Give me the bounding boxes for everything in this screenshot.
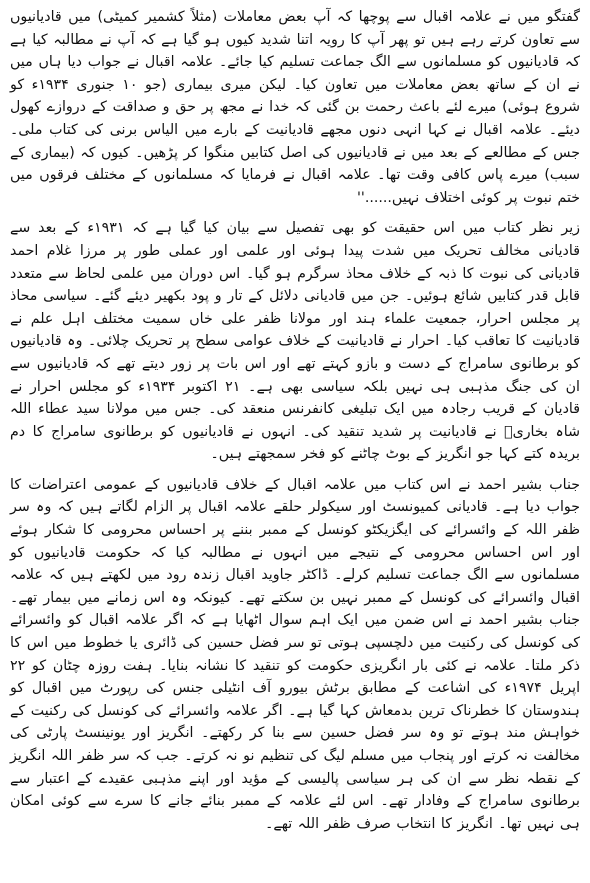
paragraph-anti-qadiani-movement: زیر نظر کتاب میں اس حقیقت کو بھی تفصیل سے بیان کیا گیا ہے کہ ۱۹۳۱ء کے بعد سے قادیانی مخالف تحریک میں شدت پیدا ہوئی اور علمی اور عملی طور پر مرزا غلام احمد قادیانی کی نبوت کا ذبہ کے خلاف محاذ سرگرم ہو گیا۔ اس دوران میں علمی لحاظ سے متعدد قابل قدر کتابیں شائع ہوئیں۔ جن میں قادیانی دلائل کے تار و پود بکھیر دیئے گئے۔ سیاسی محاذ پر مجلس احرار، جمعیت علماء ہند اور مولانا ظفر علی خاں سمیت مختلف اہل علم نے قادیانیت کا تعاقب کیا۔ احرار نے قادیانیت کے خلاف عوامی سطح پر تحریک چلائی۔ وہ قادیانیوں کو برطانوی سامراج کے دست و بازو کہتے تھے اور اس بات پر زور دیتے تھے کہ قادیانیوں سے ان کی جنگ مذہبی ہی نہیں بلکہ سیاسی بھی ہے۔ ۲۱ اکتوبر ۱۹۳۴ء کو مجلس احرار نے قادیان کے قریب رجادہ میں ایک تبلیغی کانفرنس منعقد کی۔ جس میں مولانا سید عطاء اللہ شاہ بخاریؒ نے قادیانیت پر شدید تنقید کی۔ انہوں نے قادیانیوں کو برطانوی سامراج کا دم بریدہ کتے کہا جو انگریز کے بوٹ چاٹنے کو فخر سمجھتے ہیں۔ xyxy=(10,220,580,463)
paragraph-bashir-ahmad-reply: جناب بشیر احمد نے اس کتاب میں علامہ اقبال کے خلاف قادیانیوں کے عمومی اعتراضات کا جواب دیا ہے۔ قادیانی کمیونسٹ اور سیکولر حلقے علامہ اقبال پر الزام لگاتے ہیں کہ وہ سر ظفر اللہ کے وائسرائے کی ایگزیکٹو کونسل کے ممبر بننے پر احساس محرومی کا شکار ہوئے اور اس احساس محرومی کے نتیجے میں انہوں نے مطالبہ کیا کہ حکومت قادیانیوں کو مسلمانوں سے الگ جماعت تسلیم کرلے۔ ڈاکٹر جاوید اقبال زندہ رود میں لکھتے ہیں کہ علامہ اقبال وائسرائے کی کونسل کے ممبر نہیں بن سکتے تھے۔ کیونکہ وہ اس زمانے میں بیمار تھے۔ جناب بشیر احمد نے اس ضمن میں ایک اہم سوال اٹھایا ہے کہ اگر علامہ اقبال کو وائسرائے کی کونسل کی رکنیت میں دلچسپی ہوتی تو سر فضل حسین کی ڈائری یا خطوط میں اس کا ذکر ملتا۔ علامہ نے کئی بار انگریزی حکومت کو تنقید کا نشانہ بنایا۔ ہفت روزہ چٹان کو ۲۲ اپریل ۱۹۷۴ء کی اشاعت کے مطابق برٹش بیورو آف انٹیلی جنس کی رپورٹ میں اقبال کو ہندوستان کا خطرناک ترین بدمعاش کہا گیا ہے۔ اگر علامہ وائسرائے کی کونسل کی رکنیت کے خواہش مند ہوتے تو وہ سر فضل حسین سے بنا کر رکھتے۔ انگریز اور یونینسٹ پارٹی کی مخالفت نہ کرتے اور پنجاب میں مسلم لیگ کی تنظیم نو نہ کرتے۔ جب کہ سر ظفر اللہ انگریز کے نقطہ نظر سے ان کی ہر سیاسی پالیسی کے مؤید اور اپنے مذہبی عقیدے کے اعتبار سے برطانوی سامراج کے وفادار تھے۔ اس لئے علامہ کے ممبر بنائے جانے کا سرے سے کوئی امکان ہی نہیں تھا۔ انگریز کا انتخاب صرف ظفر اللہ تھے۔ xyxy=(10,476,581,832)
paragraph-iqbal-conversation: گفتگو میں نے علامہ اقبال سے پوچھا کہ آپ بعض معاملات (مثلاً کشمیر کمیٹی) میں قادیانیوں سے تعاون کرتے رہے ہیں تو پھر آپ کا رویہ اتنا شدید کیوں ہو گیا ہے کہ آپ نے مطالبہ کیا ہے کہ قادیانیوں کو مسلمانوں سے الگ جماعت تسلیم کیا جائے۔ علامہ اقبال نے جواب دیا ہاں میں نے ان کے ساتھ بعض معاملات میں تعاون کیا۔ لیکن میری بیماری (جو ۱۰ جنوری ۱۹۳۴ء کو شروع ہوئی) میرے لئے باعث رحمت بن گئی کہ خدا نے مجھ پر حق و صداقت کے دروازے کھول دیئے۔ علامہ اقبال نے کہا انہی دنوں مجھے قادیانیت کے بارے میں الیاس برنی کی کتاب ملی۔ جس کے مطالعے کے بعد میں نے قادیانیوں کی اصل کتابیں منگوا کر پڑھیں۔ کیوں کہ (بیماری کے سبب) میرے پاس کافی وقت تھا۔ علامہ اقبال نے فرمایا کہ مسلمانوں کے مختلف فرقوں میں ختم نبوت پر کوئی اختلاف نہیں......'' xyxy=(10,9,581,206)
